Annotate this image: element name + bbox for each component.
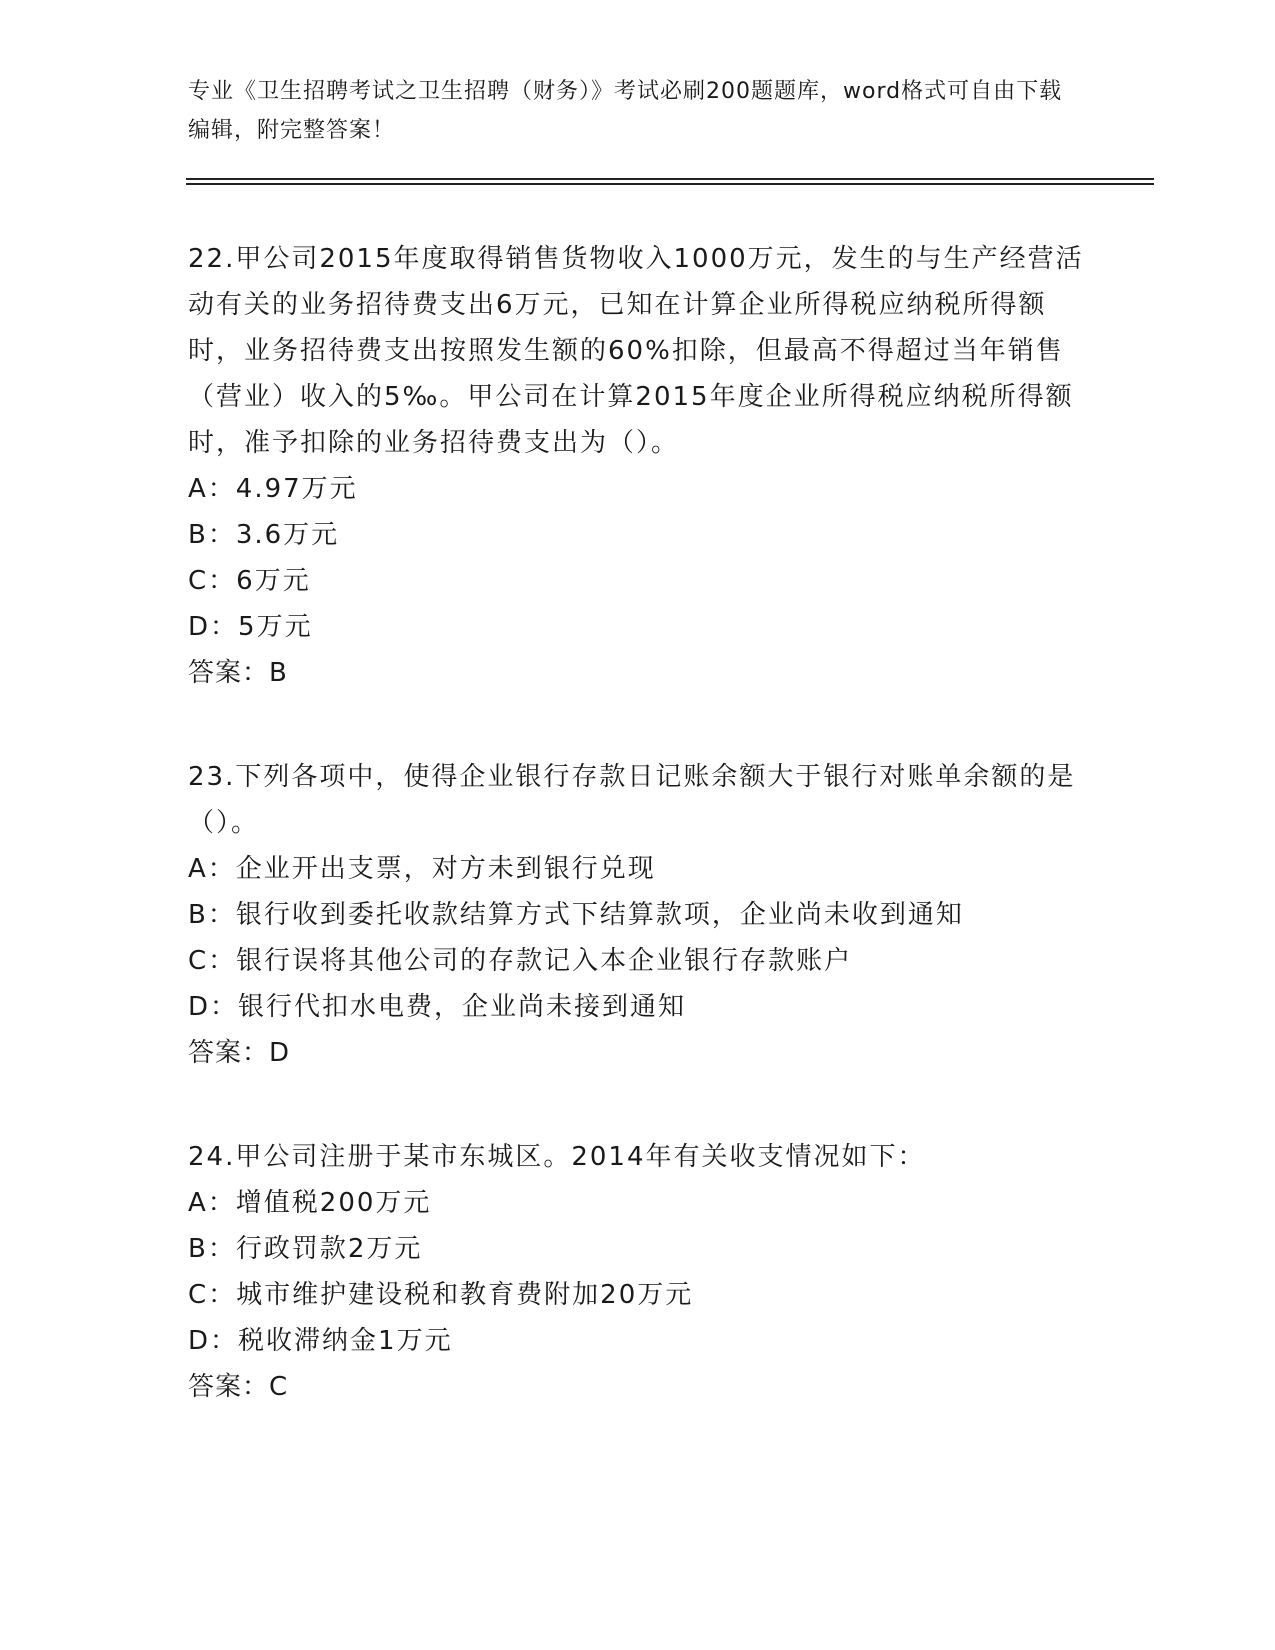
- option-a: A：企业开出支票，对方未到银行兑现: [188, 854, 656, 884]
- option-c: C：6万元: [188, 566, 311, 596]
- option-d: D：5万元: [188, 612, 313, 642]
- answer: 答案：B: [188, 658, 288, 688]
- option-b: B：行政罚款2万元: [188, 1234, 423, 1264]
- document-intro: 专业《卫生招聘考试之卫生招聘（财务）》考试必刷200题题库，word格式可自由下载编辑，附完整答案！: [188, 79, 1063, 143]
- option-a: A：4.97万元: [188, 474, 358, 504]
- option-d: D：银行代扣水电费，企业尚未接到通知: [188, 992, 687, 1022]
- question-list: [188, 236, 1088, 1468]
- option-a: A：增值税200万元: [188, 1188, 432, 1218]
- header-divider: [186, 178, 1154, 185]
- option-c: C：银行误将其他公司的存款记入本企业银行存款账户: [188, 946, 853, 976]
- question-23: [188, 754, 1088, 1076]
- option-c: C：城市维护建设税和教育费附加20万元: [188, 1280, 694, 1310]
- answer: 答案：C: [188, 1372, 289, 1402]
- option-d: D：税收滞纳金1万元: [188, 1326, 453, 1356]
- question-stem: 22.甲公司2015年度取得销售货物收入1000万元，发生的与生产经营活动有关的业务招待费支出6万元，已知在计算企业所得税应纳税所得额时，业务招待费支出按照发生额的60%扣除，但最高不得超过当年销售（营业）收入的5‰。甲公司在计算2015年度企业所得税应纳税所得额时，准予扣除的业务招待费支出为（）。: [188, 244, 1084, 458]
- question-stem: 23.下列各项中，使得企业银行存款日记账余额大于银行对账单余额的是（）。: [188, 762, 1076, 838]
- answer: 答案：D: [188, 1038, 291, 1068]
- question-22: [188, 236, 1088, 696]
- question-24: [188, 1134, 1088, 1410]
- option-b: B：银行收到委托收款结算方式下结算款项，企业尚未收到通知: [188, 900, 964, 930]
- option-b: B：3.6万元: [188, 520, 340, 550]
- question-stem: 24.甲公司注册于某市东城区。2014年有关收支情况如下：: [188, 1142, 926, 1172]
